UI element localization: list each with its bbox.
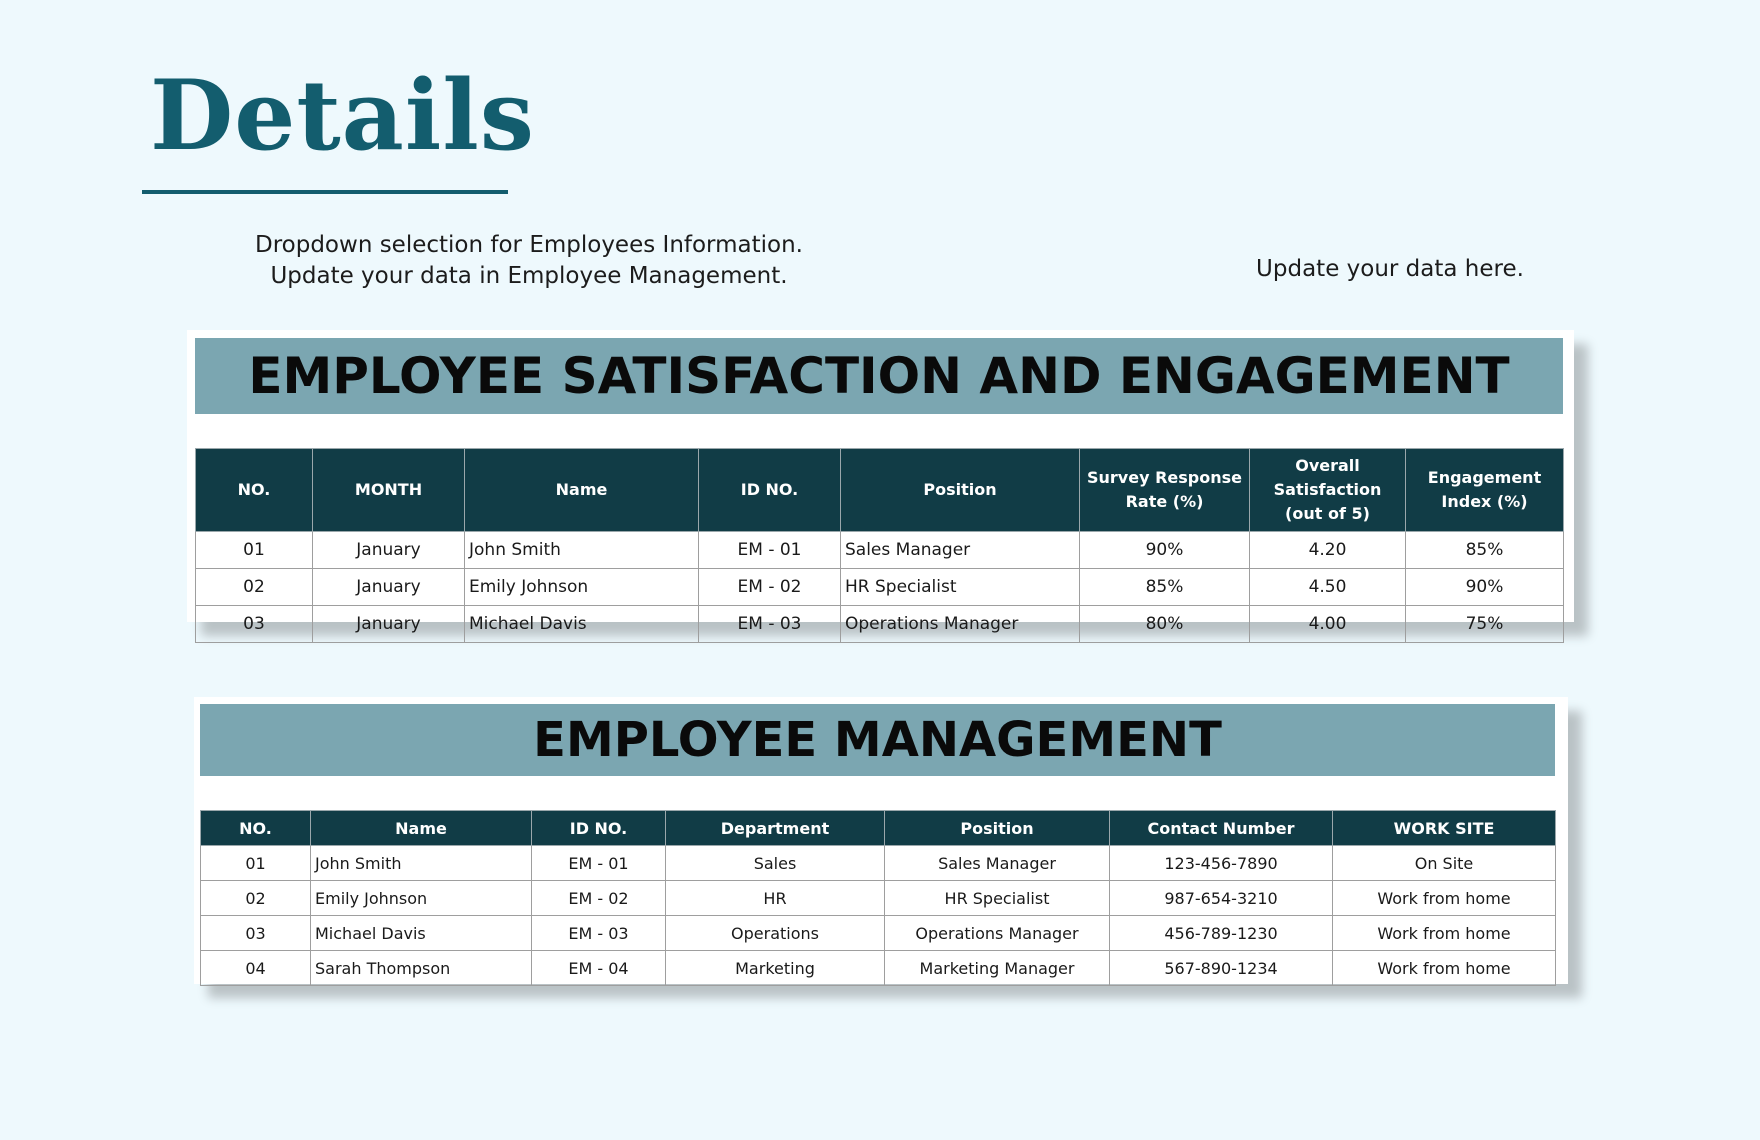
update-note: Update your data here.	[1256, 256, 1524, 282]
management-table	[200, 810, 1556, 986]
column-header: ID NO.	[532, 811, 666, 846]
title-underline	[142, 190, 508, 194]
table-cell[interactable]: EM - 02	[699, 569, 841, 606]
table-cell[interactable]: Work from home	[1333, 951, 1556, 986]
satisfaction-table	[195, 448, 1564, 643]
table-cell[interactable]: 90%	[1080, 532, 1250, 569]
table-cell[interactable]: EM - 03	[532, 916, 666, 951]
table-cell[interactable]: Emily Johnson	[311, 881, 532, 916]
satisfaction-card	[187, 330, 1574, 634]
table-cell[interactable]: 02	[201, 881, 311, 916]
table-cell[interactable]: January	[313, 606, 465, 643]
management-card	[194, 697, 1568, 984]
column-header: WORK SITE	[1333, 811, 1556, 846]
column-header: Name	[311, 811, 532, 846]
table-cell[interactable]: Michael Davis	[311, 916, 532, 951]
column-header: MONTH	[313, 449, 465, 532]
column-header: NO.	[196, 449, 313, 532]
table-row	[196, 532, 1564, 569]
table-cell[interactable]: 90%	[1406, 569, 1564, 606]
table-cell[interactable]: 4.00	[1250, 606, 1406, 643]
table-cell[interactable]: Sales	[666, 846, 885, 881]
page-title: Details	[150, 59, 535, 172]
table-cell[interactable]: Work from home	[1333, 881, 1556, 916]
table-cell[interactable]: 04	[201, 951, 311, 986]
dropdown-note-line-2: Update your data in Employee Management.	[270, 263, 788, 289]
table-cell[interactable]: EM - 03	[699, 606, 841, 643]
table-cell[interactable]: 01	[201, 846, 311, 881]
table-cell[interactable]: Michael Davis	[465, 606, 699, 643]
table-cell[interactable]: 456-789-1230	[1110, 916, 1333, 951]
column-header: Contact Number	[1110, 811, 1333, 846]
table-cell[interactable]: January	[313, 532, 465, 569]
table-row	[196, 569, 1564, 606]
table-cell[interactable]: Sales Manager	[841, 532, 1080, 569]
satisfaction-header-row	[196, 449, 1564, 532]
table-row	[201, 881, 1556, 916]
table-cell[interactable]: Marketing Manager	[885, 951, 1110, 986]
dropdown-note-line-1: Dropdown selection for Employees Information.	[255, 232, 803, 258]
table-cell[interactable]: HR	[666, 881, 885, 916]
table-cell[interactable]: 4.20	[1250, 532, 1406, 569]
management-banner: EMPLOYEE MANAGEMENT	[200, 704, 1555, 776]
table-cell[interactable]: 75%	[1406, 606, 1564, 643]
table-cell[interactable]: EM - 01	[699, 532, 841, 569]
column-header: Survey Response Rate (%)	[1080, 449, 1250, 532]
table-cell[interactable]: Marketing	[666, 951, 885, 986]
table-cell[interactable]: 03	[201, 916, 311, 951]
table-cell[interactable]: 987-654-3210	[1110, 881, 1333, 916]
table-cell[interactable]: Emily Johnson	[465, 569, 699, 606]
column-header: Engagement Index (%)	[1406, 449, 1564, 532]
management-header-row	[201, 811, 1556, 846]
column-header: Overall Satisfaction (out of 5)	[1250, 449, 1406, 532]
table-cell[interactable]: 567-890-1234	[1110, 951, 1333, 986]
dropdown-note	[224, 230, 834, 292]
table-cell[interactable]: Work from home	[1333, 916, 1556, 951]
table-cell[interactable]: On Site	[1333, 846, 1556, 881]
table-row	[201, 916, 1556, 951]
column-header: Department	[666, 811, 885, 846]
table-cell[interactable]: 02	[196, 569, 313, 606]
table-cell[interactable]: EM - 02	[532, 881, 666, 916]
table-cell[interactable]: 123-456-7890	[1110, 846, 1333, 881]
column-header: NO.	[201, 811, 311, 846]
table-row	[201, 846, 1556, 881]
table-cell[interactable]: Operations Manager	[885, 916, 1110, 951]
table-cell[interactable]: HR Specialist	[841, 569, 1080, 606]
table-cell[interactable]: 03	[196, 606, 313, 643]
table-row	[201, 951, 1556, 986]
table-cell[interactable]: John Smith	[311, 846, 532, 881]
table-cell[interactable]: Sales Manager	[885, 846, 1110, 881]
table-cell[interactable]: 80%	[1080, 606, 1250, 643]
table-row	[196, 606, 1564, 643]
table-cell[interactable]: Operations	[666, 916, 885, 951]
column-header: Position	[885, 811, 1110, 846]
table-cell[interactable]: John Smith	[465, 532, 699, 569]
column-header: Name	[465, 449, 699, 532]
table-cell[interactable]: January	[313, 569, 465, 606]
column-header: Position	[841, 449, 1080, 532]
table-cell[interactable]: Operations Manager	[841, 606, 1080, 643]
table-cell[interactable]: 01	[196, 532, 313, 569]
table-cell[interactable]: 85%	[1406, 532, 1564, 569]
satisfaction-banner: EMPLOYEE SATISFACTION AND ENGAGEMENT	[195, 338, 1563, 414]
table-cell[interactable]: EM - 04	[532, 951, 666, 986]
table-cell[interactable]: Sarah Thompson	[311, 951, 532, 986]
table-cell[interactable]: HR Specialist	[885, 881, 1110, 916]
table-cell[interactable]: 85%	[1080, 569, 1250, 606]
table-cell[interactable]: 4.50	[1250, 569, 1406, 606]
column-header: ID NO.	[699, 449, 841, 532]
table-cell[interactable]: EM - 01	[532, 846, 666, 881]
